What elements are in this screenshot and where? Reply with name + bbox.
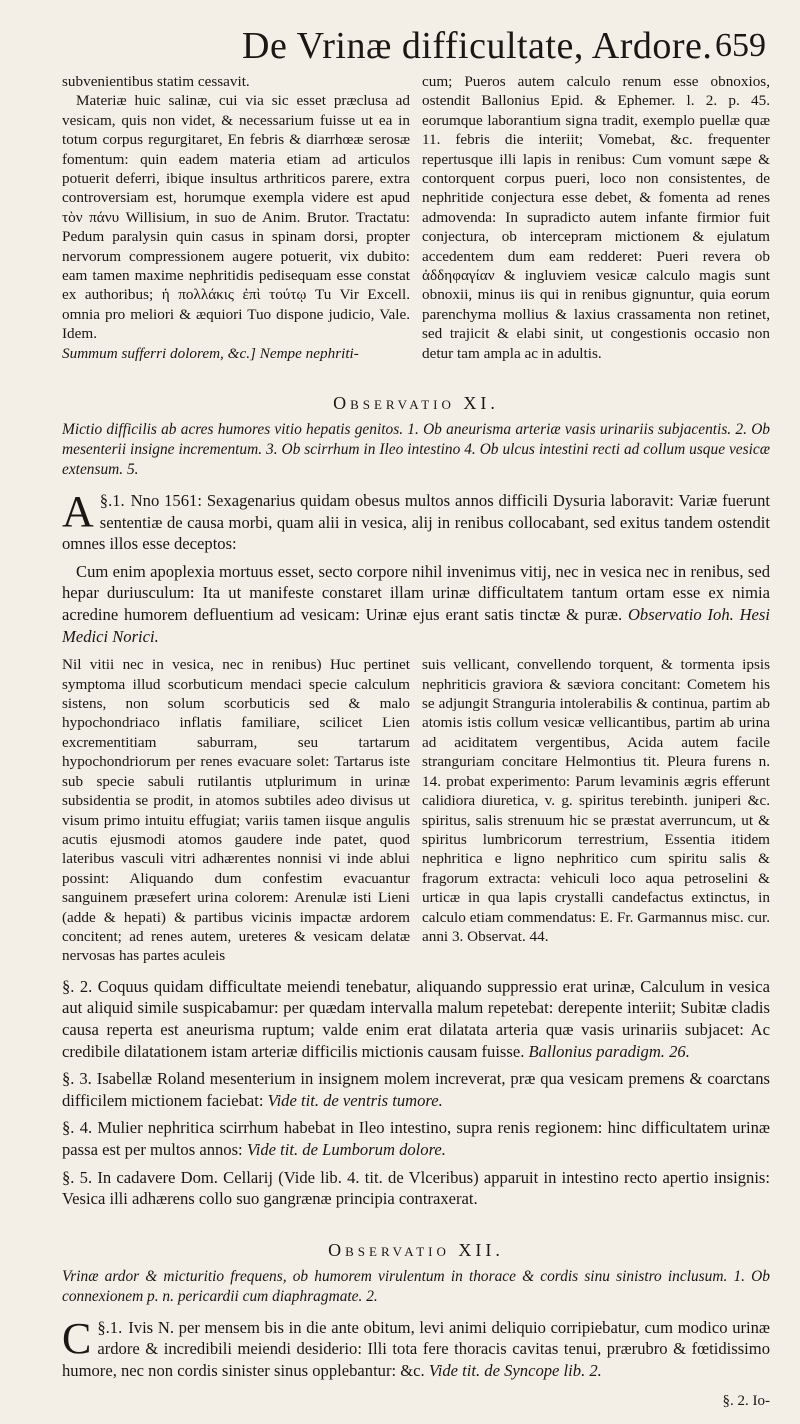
note-right-column <box>422 655 770 966</box>
note-left-column <box>62 655 410 966</box>
cross-reference: Vide tit. de Syncope lib. 2. <box>428 1360 602 1380</box>
observation-11-heading: Observatio XI. <box>333 393 499 414</box>
cross-reference: Vide tit. de Lumborum dolore. <box>246 1139 446 1159</box>
right-paragraph: cum; Pueros autem calculo renum esse obnoxios, ostendit Ballonius Epid. & Ephemer. l. 2. p. 45. eorumque laborantium signa tradit, exemplo puellæ quæ 11. febris die interiit; Vomebat, &c. frequenter repertusque illi lapis in renibus: Cum vomunt sæpe & contorquent corpus pueri, loco non consistentes, de nephritide conjectura esse debet, & fomenta ad renes admovenda: In supradicto autem infante firmior fuit conjectura, ob intercepram mictionem & ejulatum accedentem dum eam redderet: Pueri revera ob ἀδδηφαγίαν & ingluviem vesicæ calculo magis sunt obnoxii, minus iis qui in renibus gignuntur, quia eorum parenchyma mollius & laxius crassamenta non retinet, sed trajicit & elabi sinit, ut congestionis occasio non detur tam ampla ac in adultis. <box>422 73 770 362</box>
section-2-text: §. 2. Coquus quidam difficultate meiendi tenebatur, aliquando suppressio erat urinæ, Calculum in vesica aut aliquid simile suspicabamur: per quædam intervalla malum repetebat: derepente interiit; Subitæ cladis causa reperta est aneurisma ruptum; valde enim erat dilatata arteria quæ vasis urinariis subjacet: Ac credibile dilatationem istam arteriæ difficilis mictionis causam fuisse. <box>62 976 770 1061</box>
observation-11-body <box>62 487 770 647</box>
cross-reference: Vide tit. de ventris tumore. <box>267 1090 443 1110</box>
right-column <box>422 72 770 363</box>
running-title: De Vrinæ difficultate, Ardore. <box>242 25 713 67</box>
section-number: §.1. <box>97 1317 123 1337</box>
drop-cap: A <box>62 487 94 537</box>
observation-12-heading: Observatio XII. <box>328 1239 504 1260</box>
left-paragraph: Summum sufferri dolorem, &c.] Nempe nephriti- <box>62 344 359 362</box>
section-text: Ivis N. per mensem bis in die ante obitum, levi animi deliquio corripiebatur, cum modico urinæ ardore & incredibili meiendi desiderio: Illi tota fere thoracis cavitas tenui, prærubro & fœtidissimo humore, nec non cordis sinister sinus opplebantur: &c. <box>62 1317 770 1380</box>
running-header <box>62 25 770 72</box>
drop-cap: C <box>62 1313 92 1363</box>
observation-12-body <box>62 1313 770 1382</box>
note-text: suis vellicant, convellendo torquent, & tormenta ipsis nephriticis graviora & sæviora concitant: Cometem his se adjungit Stranguria intolerabilis & continua, partim ab atomis istis collum vesicæ vellicantibus, partim ab urina ad aciditatem vergentibus, Acida autem facile stranguriam concitare Helmontius tit. Pleura furens n. 14. probat experimento: Parum levaminis ægris efferunt calidiora diuretica, v. g. spiritus terebinth. juniperi &c. spiritus, salis strenuum hic se præstat averruncum, ut & spiritus lumbricorum terrestrium, Essentia itidem nephritica e ligno nephritico cum spiritu salis & fragorum extracta: vehiculi loco aqua petroselini & urticæ in qua lapis crystalli candefactus extinctus, in calculo etiam commendatus: E. Fr. Garmannus misc. cur. anni 3. Observat. 44. <box>422 656 770 945</box>
observation-12-summary: Vrinæ ardor & micturitio frequens, ob humorem virulentum in thorace & cordis sinu sinistro inclusum. 1. Ob connexionem p. n. pericardii cum diaphragmate. 2. <box>62 1267 770 1305</box>
page-number: 659 <box>715 27 766 64</box>
observation-11-summary: Mictio difficilis ab acres humores vitio hepatis genitos. 1. Ob aneurisma arteriæ vasis urinariis subjacentis. 2. Ob mesenterii insigne incrementum. 3. Ob scirrhum in Ileo intestino 4. Ob ulcus intestini recti ad collum usque vesicæ extensum. 5. <box>62 421 770 479</box>
left-paragraph: Materiæ huic salinæ, cui via sic esset præclusa ad vesicam, quis non videt, & necessarium fuisse ut ea in totum corpus regurgitaret, En febris & diarrhœæ serosæ fomentum: quin eadem materia etiam ad articulos potuerit deferri, ibique insultus arthriticos parere, extra controversiam est, horumque exempla videre est apud τὸν πάνυ Willisium, in suo de Anim. Brutor. Tractatu: Pedum paralysin quin casus in spinam dorsi, propter nervorum compressionem augere potuerit, vix dubito: eam tamen maxime nephritidis pedisequam esse constat ex authoribus; ἡ πολλάκις ἐπὶ τούτῳ Tu Vir Excell. omnia pro meliori & æquiori Tuo dispone judicio, Vale. Idem. <box>62 92 410 343</box>
note-columns <box>62 655 770 966</box>
section-5-text: §. 5. In cadavere Dom. Cellarij (Vide lib. 4. tit. de Vlceribus) apparuit in intestino recto apertio insignis: Vesica illi adhærens collo suo gangrænæ principia contraxerat. <box>62 1167 770 1209</box>
top-columns <box>62 72 770 363</box>
section-4-text: §. 4. Mulier nephritica scirrhum habebat in Ileo intestino, supra renis regionem: hinc difficultatem urinæ passa est per multos annos: <box>62 1118 770 1159</box>
observation-11-sections <box>62 976 770 1210</box>
section-text: Cum enim apoplexia mortuus esset, secto corpore nihil invenimus vitij, nec in vesica nec in renibus, sed hepar duriusculum: Ita ut manifeste constaret illam urinæ difficultatem tantum ortam esse ex nimia acredine humorem defluentium ad vesicam: Urinæ ejus erant satis tinctæ & puræ. <box>62 561 770 625</box>
note-text: Nil vitii nec in vesica, nec in renibus) Huc pertinet symptoma illud scorbuticum mendaci specie calculum sistens, non solum scorbuticis sed & malo hypochondriaco inflatis familiare, scilicet Lien excrementitiam saburram, seu tartarum hypochondriorum per renes evacuare solet: Tartarus iste sub specie sabuli rutilantis utplurimum in urinæ subsidentia se prodit, in atomos subtiles adeo divisus ut visum primo intuitu effugiat; variis tamen iisque angulis acutis ejusmodi atomos gaudere inde patet, quod lateribus vasculi vitri adhærentes nonnisi vi inde ablui possint: Aliquando dum confestim evacuantur sanguinem præsefert urina colorem: Arenulæ isti Lieni (adde & hepati) & partibus vicinis impactæ ardorem concitent; ad renes autem, ureteres & vesicam delatæ nervosas has partes aculeis <box>62 656 410 965</box>
catchword: §. 2. Io- <box>722 1393 770 1409</box>
source-citation: Ballonius paradigm. 26. <box>528 1041 690 1061</box>
section-text: Nno 1561: Sexagenarius quidam obesus multos annos difficili Dysuria laboravit: Variæ fuerunt sententiæ de causa morbi, quam alii in vesica, alij in renibus collocabant, sed exitus tandem ostendit omnes illos esse deceptos: <box>62 491 770 554</box>
source-citation: Observatio Ioh. Hesi Medici Norici. <box>62 605 770 646</box>
left-column <box>62 72 410 363</box>
left-paragraph: subvenientibus statim cessavit. <box>62 73 250 90</box>
section-number: §.1. <box>99 491 125 511</box>
section-3-text: §. 3. Isabellæ Roland mesenterium in insignem molem increverat, præ qua vesicam premens & coarctans difficilem mictionem faciebat: <box>62 1069 770 1110</box>
